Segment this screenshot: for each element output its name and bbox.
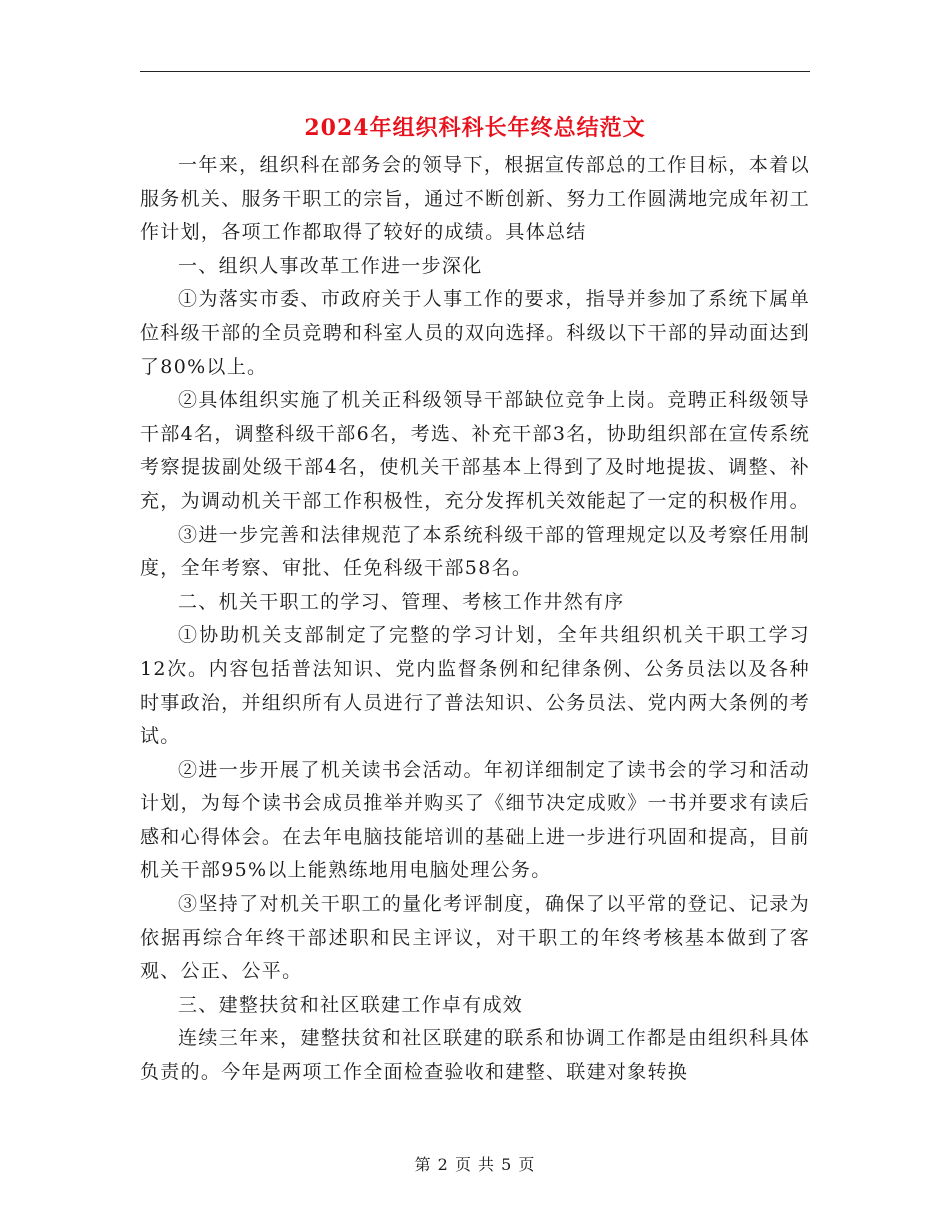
paragraph-2-3: ③坚持了对机关干职工的量化考评制度，确保了以平常的登记、记录为依据再综合年终干部述职和民主评议，对干职工的年终考核基本做到了客观、公正、公平。 xyxy=(140,893,810,983)
document-title: 2024年组织科科长年终总结范文 xyxy=(304,115,646,141)
paragraph-1-3: ③进一步完善和法律规范了本系统科级干部的管理规定以及考察任用制度，全年考察、审批、任免科级干部58名。 xyxy=(140,523,810,580)
document-body xyxy=(140,149,810,1090)
paragraph-intro: 一年来，组织科在部务会的领导下，根据宣传部总的工作目标，本着以服务机关、服务干职工的宗旨，通过不断创新、努力工作圆满地完成年初工作计划，各项工作都取得了较好的成绩。具体总结 xyxy=(140,154,810,244)
section-heading-2: 二、机关干职工的学习、管理、考核工作井然有序 xyxy=(178,590,625,613)
paragraph-2-2: ②进一步开展了机关读书会活动。年初详细制定了读书会的学习和活动计划，为每个读书会成员推举并购买了《细节决定成败》一书并要求有读后感和心得体会。在去年电脑技能培训的基础上进一步进行巩固和提高，目前机关干部95%以上能熟练地用电脑处理公务。 xyxy=(140,758,810,882)
section-heading-1: 一、组织人事改革工作进一步深化 xyxy=(178,254,483,277)
page-footer: 第 2 页 共 5 页 xyxy=(414,1155,536,1174)
paragraph-1-1: ①为落实市委、市政府关于人事工作的要求，指导并参加了系统下属单位科级干部的全员竞聘和科室人员的双向选择。科级以下干部的异动面达到了80%以上。 xyxy=(140,288,810,378)
header-rule xyxy=(140,71,810,72)
paragraph-2-1: ①协助机关支部制定了完整的学习计划，全年共组织机关干职工学习12次。内容包括普法知识、党内监督条例和纪律条例、公务员法以及各种时事政治，并组织所有人员进行了普法知识、公务员法、党内两大条例的考试。 xyxy=(140,624,810,748)
paragraph-3-1: 连续三年来，建整扶贫和社区联建的联系和协调工作都是由组织科具体负责的。今年是两项工作全面检查验收和建整、联建对象转换 xyxy=(140,1027,810,1084)
paragraph-1-2: ②具体组织实施了机关正科级领导干部缺位竞争上岗。竞聘正科级领导干部4名，调整科级干部6名，考选、补充干部3名，协助组织部在宣传系统考察提拔副处级干部4名，使机关干部基本上得到了及时地提拔、调整、补充，为调动机关干部工作积极性，充分发挥机关效能起了一定的积极作用。 xyxy=(140,389,810,512)
section-heading-3: 三、建整扶贫和社区联建工作卓有成效 xyxy=(178,993,524,1016)
